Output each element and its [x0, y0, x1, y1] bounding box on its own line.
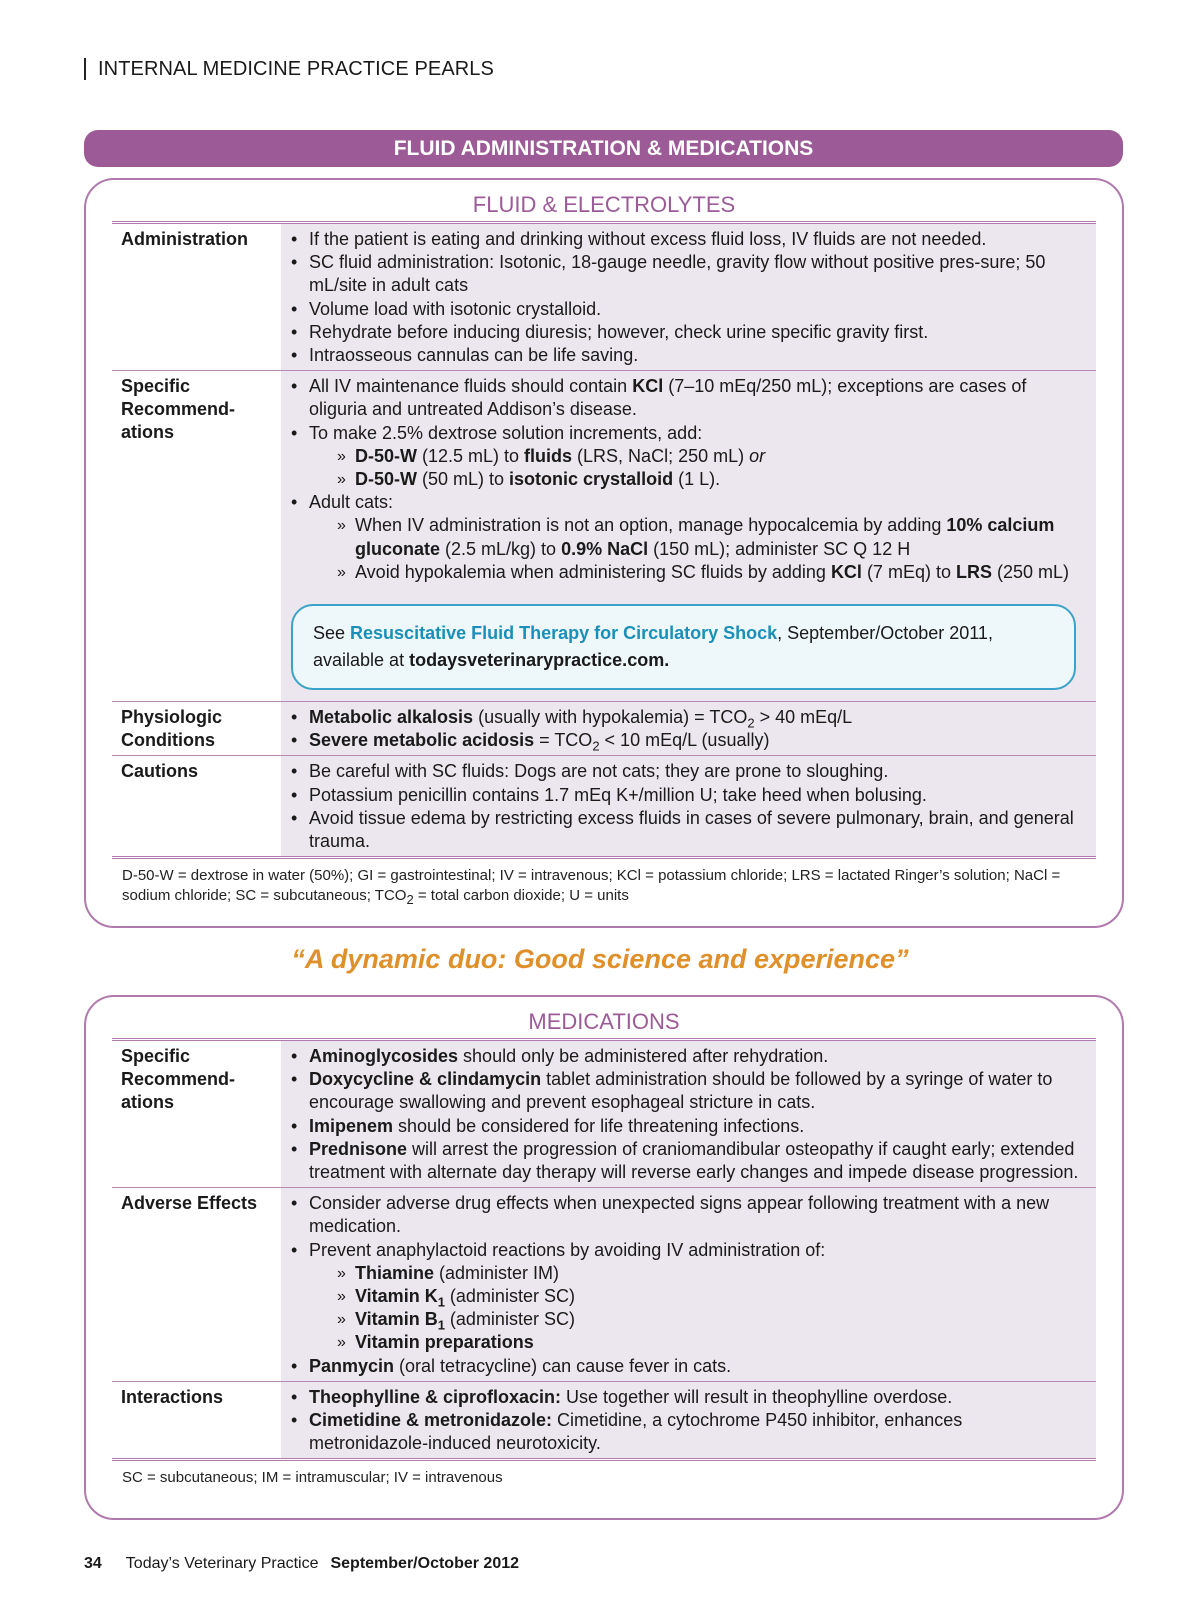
sub-item: » D-50-W (50 mL) to isotonic crystalloid (1 L).	[337, 468, 1082, 491]
website-link[interactable]: todaysveterinarypractice.com.	[409, 650, 670, 671]
list-item: • Severe metabolic acidosis = $TCO_2 < 10$ mEq/L (usually)	[291, 729, 1082, 752]
sub-item: » D-50-W (12.5 mL) to fluids (LRS, NaCl; 250 mL) or	[337, 445, 1082, 468]
list-item: • Avoid tissue edema by restricting excess fluids in cases of severe pulmonary, brain, and general trauma.	[291, 807, 1082, 853]
list-item: • Potassium penicillin contains 1.7 mEq K+/million U; take heed when bolusing.	[291, 784, 1082, 807]
running-head: INTERNAL MEDICINE PRACTICE PEARLS	[84, 58, 494, 80]
page-footer	[84, 1555, 519, 1573]
medications-title: MEDICATIONS	[112, 1008, 1096, 1041]
pull-quote: “A dynamic duo: Good science and experience”	[291, 944, 909, 974]
list-item: • Aminoglycosides should only be administered after rehydration.	[291, 1045, 1082, 1068]
row-label: Interactions	[112, 1381, 281, 1458]
fluid-electrolytes-card	[84, 178, 1124, 928]
abbreviations-note: D-50-W = dextrose in water (50%); GI = gastrointestinal; IV = intravenous; KCl = potassium chloride; LRS = lactated Ringer’s solution; NaCl = sodium chloride; SC = subcutaneous; $TCO_2$ = total carbon dioxide; U = units	[112, 856, 1096, 912]
fluid-electrolytes-title: FLUID & ELECTROLYTES	[112, 191, 1096, 224]
sub-item: » When IV administration is not an option, manage hypocalcemia by adding 10% calcium gluconate (2.5 mL/kg) to 0.9% NaCl (150 mL); administer SC Q 12 H	[337, 514, 1082, 560]
interactions-row	[112, 1381, 1096, 1458]
row-label: Specific Recommend-ations	[112, 371, 281, 702]
list-item: • Consider adverse drug effects when unexpected signs appear following treatment with a new medication.	[291, 1192, 1082, 1238]
list-item: • Metabolic alkalosis (usually with hypokalemia) = $TCO_2 > 40$ mEq/L	[291, 706, 1082, 729]
list-item: • Cimetidine & metronidazole: Cimetidine, a cytochrome P450 inhibitor, enhances metronidazole-induced neurotoxicity.	[291, 1409, 1082, 1455]
list-item: • All IV maintenance fluids should contain KCl (7–10 mEq/250 mL); exceptions are cases of oliguria and untreated Addison’s disease.	[291, 375, 1082, 421]
sub-item: » Vitamin preparations	[337, 1331, 1082, 1354]
list-item: • Intraosseous cannulas can be life saving.	[291, 344, 1082, 367]
physiologic-conditions-row	[112, 702, 1096, 756]
sub-item: » Thiamine (administer IM)	[337, 1262, 1082, 1285]
list-item: • Rehydrate before inducing diuresis; however, check urine specific gravity first.	[291, 321, 1082, 344]
abbreviations-note: SC = subcutaneous; IM = intramuscular; IV = intravenous	[112, 1458, 1096, 1494]
row-label: Adverse Effects	[112, 1188, 281, 1382]
list-item: • To make 2.5% dextrose solution increments, add: » D-50-W (12.5 mL) to fluids (LRS, NaCl; 250 mL) or » D-50-W (50 mL) to isotonic crystalloid (1 L).	[291, 422, 1082, 492]
list-item: • Prednisone will arrest the progression of craniomandibular osteopathy if caught early; extended treatment with alternate day therapy will reverse early changes and impede disease progression.	[291, 1138, 1082, 1184]
list-item: • Volume load with isotonic crystalloid.	[291, 298, 1082, 321]
row-label: Specific Recommend-ations	[112, 1041, 281, 1188]
specific-recommendations-row	[112, 371, 1096, 702]
list-item: • Be careful with SC fluids: Dogs are not cats; they are prone to sloughing.	[291, 760, 1082, 783]
see-also-callout: See Resuscitative Fluid Therapy for Circulatory Shock, September/October 2011, available at todaysveterinarypractice.com.	[291, 604, 1076, 690]
administration-row	[112, 224, 1096, 371]
med-specific-row	[112, 1041, 1096, 1188]
section-banner: FLUID ADMINISTRATION & MEDICATIONS	[84, 130, 1123, 167]
list-item: • Imipenem should be considered for life threatening infections.	[291, 1115, 1082, 1138]
list-item: • SC fluid administration: Isotonic, 18-gauge needle, gravity flow without positive pres-sure; 50 mL/site in adult cats	[291, 251, 1082, 297]
medications-table	[112, 1041, 1096, 1458]
row-label: Physiologic Conditions	[112, 702, 281, 756]
list-item: • If the patient is eating and drinking without excess fluid loss, IV fluids are not needed.	[291, 228, 1082, 251]
article-link[interactable]: Resuscitative Fluid Therapy for Circulatory Shock	[350, 623, 778, 644]
fluid-table	[112, 224, 1096, 856]
sub-item: » Avoid hypokalemia when administering SC fluids by adding KCl (7 mEq) to LRS (250 mL)	[337, 561, 1082, 584]
sub-item: » Vitamin $K_1$ (administer SC)	[337, 1285, 1082, 1308]
list-item: • Doxycycline & clindamycin tablet administration should be followed by a syringe of water to encourage swallowing and prevent esophageal stricture in cats.	[291, 1068, 1082, 1114]
page-number: 34	[84, 1555, 102, 1572]
list-item: • Theophylline & ciprofloxacin: Use together will result in theophylline overdose.	[291, 1386, 1082, 1409]
cautions-row	[112, 756, 1096, 856]
row-label: Administration	[112, 224, 281, 371]
list-item: • Adult cats: » When IV administration is not an option, manage hypocalcemia by adding 10% calcium gluconate (2.5 mL/kg) to 0.9% NaCl (150 mL); administer SC Q 12 H » Avoid hypokalemia when administering SC fluids by adding KCl (7 mEq) to LRS (250 mL)	[291, 491, 1082, 584]
publication-name: Today’s Veterinary Practice	[125, 1555, 319, 1572]
sub-item: » Vitamin $B_1$ (administer SC)	[337, 1308, 1082, 1331]
issue-date: September/October 2012	[330, 1555, 520, 1572]
adverse-effects-row	[112, 1188, 1096, 1382]
list-item: • Panmycin (oral tetracycline) can cause fever in cats.	[291, 1355, 1082, 1378]
row-label: Cautions	[112, 756, 281, 856]
medications-card	[84, 995, 1124, 1520]
list-item: • Prevent anaphylactoid reactions by avoiding IV administration of: » Thiamine (administer IM) » Vitamin $K_1$ (administer SC) » Vitamin $B_1$ (administer SC) » Vitamin preparations	[291, 1239, 1082, 1355]
